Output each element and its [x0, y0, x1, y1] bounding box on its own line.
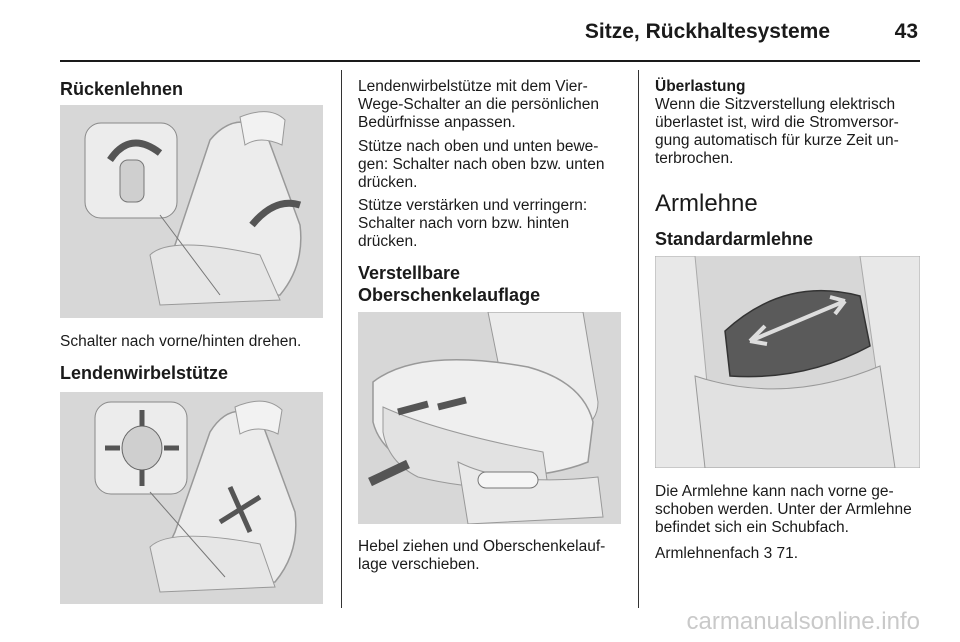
header-title: Sitze, Rückhaltesysteme [584, 20, 830, 43]
backrest-figure [60, 105, 323, 318]
armrest-text: Die Armlehne kann nach vorne ge-schoben werden. Unter der Armlehne befindet sich ein Schubfach. [655, 483, 912, 536]
reference-text: Armlehnenfach [655, 545, 760, 562]
lumbar-updown-text: Stütze nach oben und unten bewe-gen: Schalter nach oben bzw. unten drücken. [358, 138, 605, 191]
heading-armlehne: Armlehne [655, 190, 758, 217]
heading-oberschenkelauflage [358, 262, 540, 306]
heading-lendenwirbelstuetze: Lendenwirbelstütze [60, 363, 229, 383]
thigh-support-figure [358, 312, 621, 524]
reference-page-link[interactable]: 71. [776, 545, 799, 562]
heading-rueckenlehnen: Rückenlehnen [60, 79, 184, 99]
lumbar-support-figure [60, 392, 323, 604]
armrest-reference [655, 545, 920, 563]
armrest-figure [655, 256, 920, 468]
reference-arrow-icon: 3 [763, 545, 773, 562]
caption-backrest: Schalter nach vorne/hinten drehen. [60, 333, 302, 350]
lumbar-intro-text: Lendenwirbelstütze mit dem Vier-Wege-Schalter an die persönlichen Bedürfnisse anpassen. [358, 78, 599, 131]
column-divider-2 [638, 70, 639, 608]
caption-thigh-support: Hebel ziehen und Oberschenkelauf-lage verschieben. [358, 538, 606, 573]
lumbar-strength-text: Stütze verstärken und verringern: Schalter nach vorn bzw. hinten drücken. [358, 197, 588, 250]
heading-line-1: Verstellbare [358, 263, 461, 283]
heading-standardarmlehne: Standardarmlehne [655, 229, 814, 249]
watermark: carmanualsonline.info [686, 608, 920, 635]
overload-text: Wenn die Sitzverstellung elektrisch überlastet ist, wird die Stromversor-gung automatisch für kurze Zeit un-terbrochen. [655, 96, 899, 167]
header-rule [60, 60, 920, 62]
heading-line-2: Oberschenkelauflage [358, 285, 541, 305]
label-ueberlastung: Überlastung [655, 78, 746, 95]
column-divider-1 [341, 70, 342, 608]
page-number: 43 [894, 20, 918, 43]
